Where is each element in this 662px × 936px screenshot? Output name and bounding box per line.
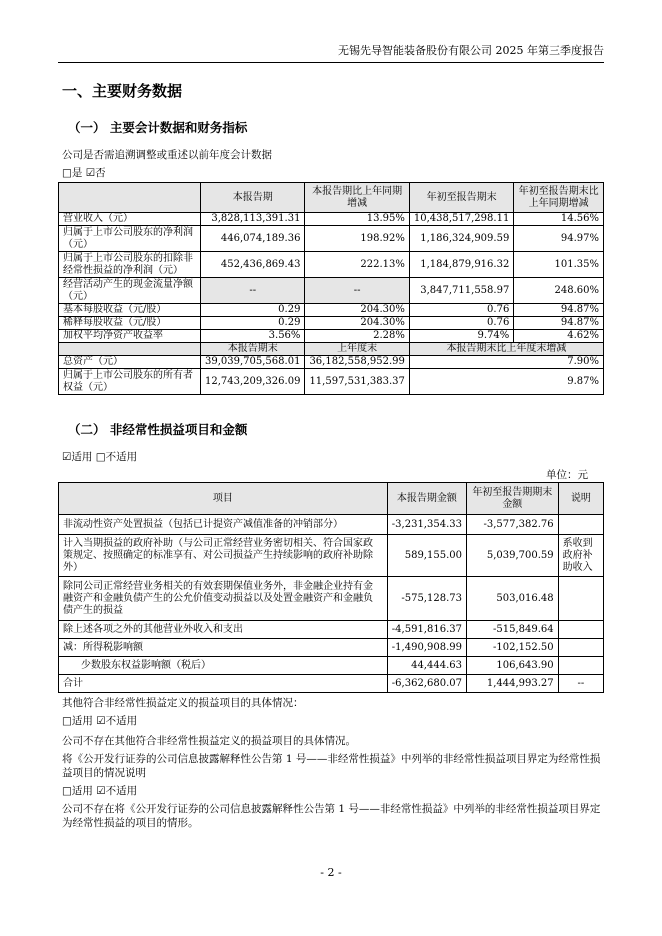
table-header-cell: 本报告期末 — [201, 343, 305, 356]
table-row — [59, 252, 604, 278]
table-header-cell: 年初至报告期期末金额 — [466, 483, 558, 515]
table-cell: -3,231,354.33 — [387, 515, 466, 535]
table-cell: 39,039,705,568.01 — [201, 356, 305, 369]
table-header-cell — [59, 183, 201, 213]
table-header-cell: 上年度末 — [305, 343, 409, 356]
table-header-cell — [59, 343, 201, 356]
table-cell: 9.74% — [409, 330, 513, 343]
table-row — [59, 577, 604, 621]
page-number: - 2 - — [320, 866, 342, 879]
item-label: 合计 — [59, 675, 388, 693]
table-cell: -3,577,382.76 — [466, 515, 558, 535]
table-row — [59, 675, 604, 693]
item-label: 除同公司正常经营业务相关的有效套期保值业务外，非金融企业持有金融资产和金融负债产生的公允价值变动损益以及处置金融资产和金融负债产生的损益 — [59, 577, 388, 621]
table-cell: 0.29 — [201, 304, 305, 317]
table-row — [59, 213, 604, 226]
row-label: 归属于上市公司股东的所有者权益（元） — [59, 369, 201, 395]
section-title: 一、主要财务数据 — [62, 82, 183, 100]
table-cell: 452,436,869.43 — [201, 252, 305, 278]
row-label: 经营活动产生的现金流量净额（元） — [59, 278, 201, 304]
table-cell: 0.76 — [409, 317, 513, 330]
financial-indicators-table — [58, 182, 604, 395]
table-cell: 7.90% — [409, 356, 603, 369]
table-cell: -515,849.64 — [466, 621, 558, 639]
row-label: 营业收入（元） — [59, 213, 201, 226]
table-cell: 4.62% — [514, 330, 604, 343]
item-label: 除上述各项之外的其他营业外收入和支出 — [59, 621, 388, 639]
subsection-title-2: （二） 非经常性损益项目和金额 — [68, 422, 248, 437]
table-cell: 222.13% — [305, 252, 409, 278]
table-row — [59, 330, 604, 343]
table-row — [59, 657, 604, 675]
table-row — [59, 369, 604, 395]
table-cell: 5,039,700.59 — [466, 535, 558, 577]
item-label: 减：所得税影响额 — [59, 639, 388, 657]
table-cell: -- — [558, 675, 603, 693]
table-cell — [558, 515, 603, 535]
table-header-cell: 说明 — [558, 483, 603, 515]
table-row — [59, 317, 604, 330]
page-header: 无锡先导智能装备股份有限公司 2025 年第三季度报告 — [58, 40, 604, 63]
row-label: 归属于上市公司股东的扣除非经常性损益的净利润（元） — [59, 252, 201, 278]
table-row — [59, 278, 604, 304]
note-text: 将《公开发行证券的公司信息披露解释性公告第 1 号——非经常性损益》中列举的非经常性损益项目界定为经常性损益项目的情况说明 — [62, 753, 601, 779]
table-cell: 12,743,209,326.09 — [201, 369, 305, 395]
table-cell: 系收到政府补助收入 — [558, 535, 603, 577]
table-cell: 3,828,113,391.31 — [201, 213, 305, 226]
note-text: 公司不存在其他符合非经常性损益定义的损益项目的具体情况。 — [62, 735, 356, 747]
restatement-question: 公司是否需追溯调整或重述以前年度会计数据 — [62, 149, 272, 161]
table-cell: 106,643.90 — [466, 657, 558, 675]
table-cell: 248.60% — [514, 278, 604, 304]
table-cell: 94.87% — [514, 304, 604, 317]
row-label: 总资产（元） — [59, 356, 201, 369]
table-cell: 204.30% — [305, 304, 409, 317]
unit-label: 单位：元 — [546, 469, 588, 481]
table-cell: 14.56% — [514, 213, 604, 226]
table-cell: 11,597,531,383.37 — [305, 369, 409, 395]
table-cell: 10,438,517,298.11 — [409, 213, 513, 226]
item-label: 非流动性资产处置损益（包括已计提资产减值准备的冲销部分） — [59, 515, 388, 535]
table-header-row — [59, 483, 604, 515]
table-header-row — [59, 343, 604, 356]
table-row — [59, 356, 604, 369]
table-cell: 36,182,558,952.99 — [305, 356, 409, 369]
table-row — [59, 226, 604, 252]
row-label: 加权平均净资产收益率 — [59, 330, 201, 343]
table-row — [59, 304, 604, 317]
table-cell: 94.87% — [514, 317, 604, 330]
table-cell: 1,444,993.27 — [466, 675, 558, 693]
table-header-cell: 本报告期金额 — [387, 483, 466, 515]
table-cell — [558, 639, 603, 657]
table-row — [59, 535, 604, 577]
note-choice: □适用 ☑不适用 — [62, 715, 138, 727]
table-cell: 1,184,879,916.32 — [409, 252, 513, 278]
table-cell: -1,490,908.99 — [387, 639, 466, 657]
table-cell: 204.30% — [305, 317, 409, 330]
table-cell: 44,444.63 — [387, 657, 466, 675]
table-header-cell: 年初至报告期末 — [409, 183, 513, 213]
table-cell: 94.97% — [514, 226, 604, 252]
item-label: 计入当期损益的政府补助（与公司正常经营业务密切相关、符合国家政策规定、按照确定的标准享有、对公司损益产生持续影响的政府补助除外） — [59, 535, 388, 577]
table-cell: 0.76 — [409, 304, 513, 317]
table-cell: 198.92% — [305, 226, 409, 252]
table-header-cell: 本报告期末比上年度末增减 — [409, 343, 603, 356]
item-label: 少数股东权益影响额（税后） — [59, 657, 388, 675]
subsection-title-1: （一） 主要会计数据和财务指标 — [68, 120, 248, 135]
non-recurring-items-table — [58, 482, 604, 693]
table-cell: 446,074,189.36 — [201, 226, 305, 252]
table-cell: 9.87% — [409, 369, 603, 395]
table-cell: 13.95% — [305, 213, 409, 226]
table-cell — [558, 577, 603, 621]
table-cell: 503,016.48 — [466, 577, 558, 621]
table-cell: 3.56% — [201, 330, 305, 343]
table-header-cell: 年初至报告期末比上年同期增减 — [514, 183, 604, 213]
table-cell: -6,362,680.07 — [387, 675, 466, 693]
applicable-choice: ☑适用 □不适用 — [62, 451, 138, 463]
table-header-cell: 本报告期 — [201, 183, 305, 213]
table-header-row — [59, 183, 604, 213]
row-label: 归属于上市公司股东的净利润（元） — [59, 226, 201, 252]
table-cell: -4,591,816.37 — [387, 621, 466, 639]
note-text: 公司不存在将《公开发行证券的公司信息披露解释性公告第 1 号——非经常性损益》中列举的非经常性损益项目界定为经常性损益的项目的情形。 — [62, 803, 601, 829]
table-header-cell: 项目 — [59, 483, 388, 515]
table-cell: 3,847,711,558.97 — [409, 278, 513, 304]
note-choice: □适用 ☑不适用 — [62, 785, 138, 797]
table-row — [59, 515, 604, 535]
table-row — [59, 621, 604, 639]
table-cell: 101.35% — [514, 252, 604, 278]
row-label: 基本每股收益（元/股） — [59, 304, 201, 317]
table-cell: 589,155.00 — [387, 535, 466, 577]
table-cell: -- — [305, 278, 409, 304]
table-cell: -- — [201, 278, 305, 304]
table-cell: -575,128.73 — [387, 577, 466, 621]
table-cell — [558, 621, 603, 639]
restatement-choice: □是 ☑否 — [62, 167, 106, 179]
table-cell: 2.28% — [305, 330, 409, 343]
note-text: 其他符合非经常性损益定义的损益项目的具体情况： — [62, 697, 304, 709]
table-cell: 0.29 — [201, 317, 305, 330]
table-cell — [558, 657, 603, 675]
table-cell: -102,152.50 — [466, 639, 558, 657]
row-label: 稀释每股收益（元/股） — [59, 317, 201, 330]
table-row — [59, 639, 604, 657]
table-cell: 1,186,324,909.59 — [409, 226, 513, 252]
table-header-cell: 本报告期比上年同期增减 — [305, 183, 409, 213]
